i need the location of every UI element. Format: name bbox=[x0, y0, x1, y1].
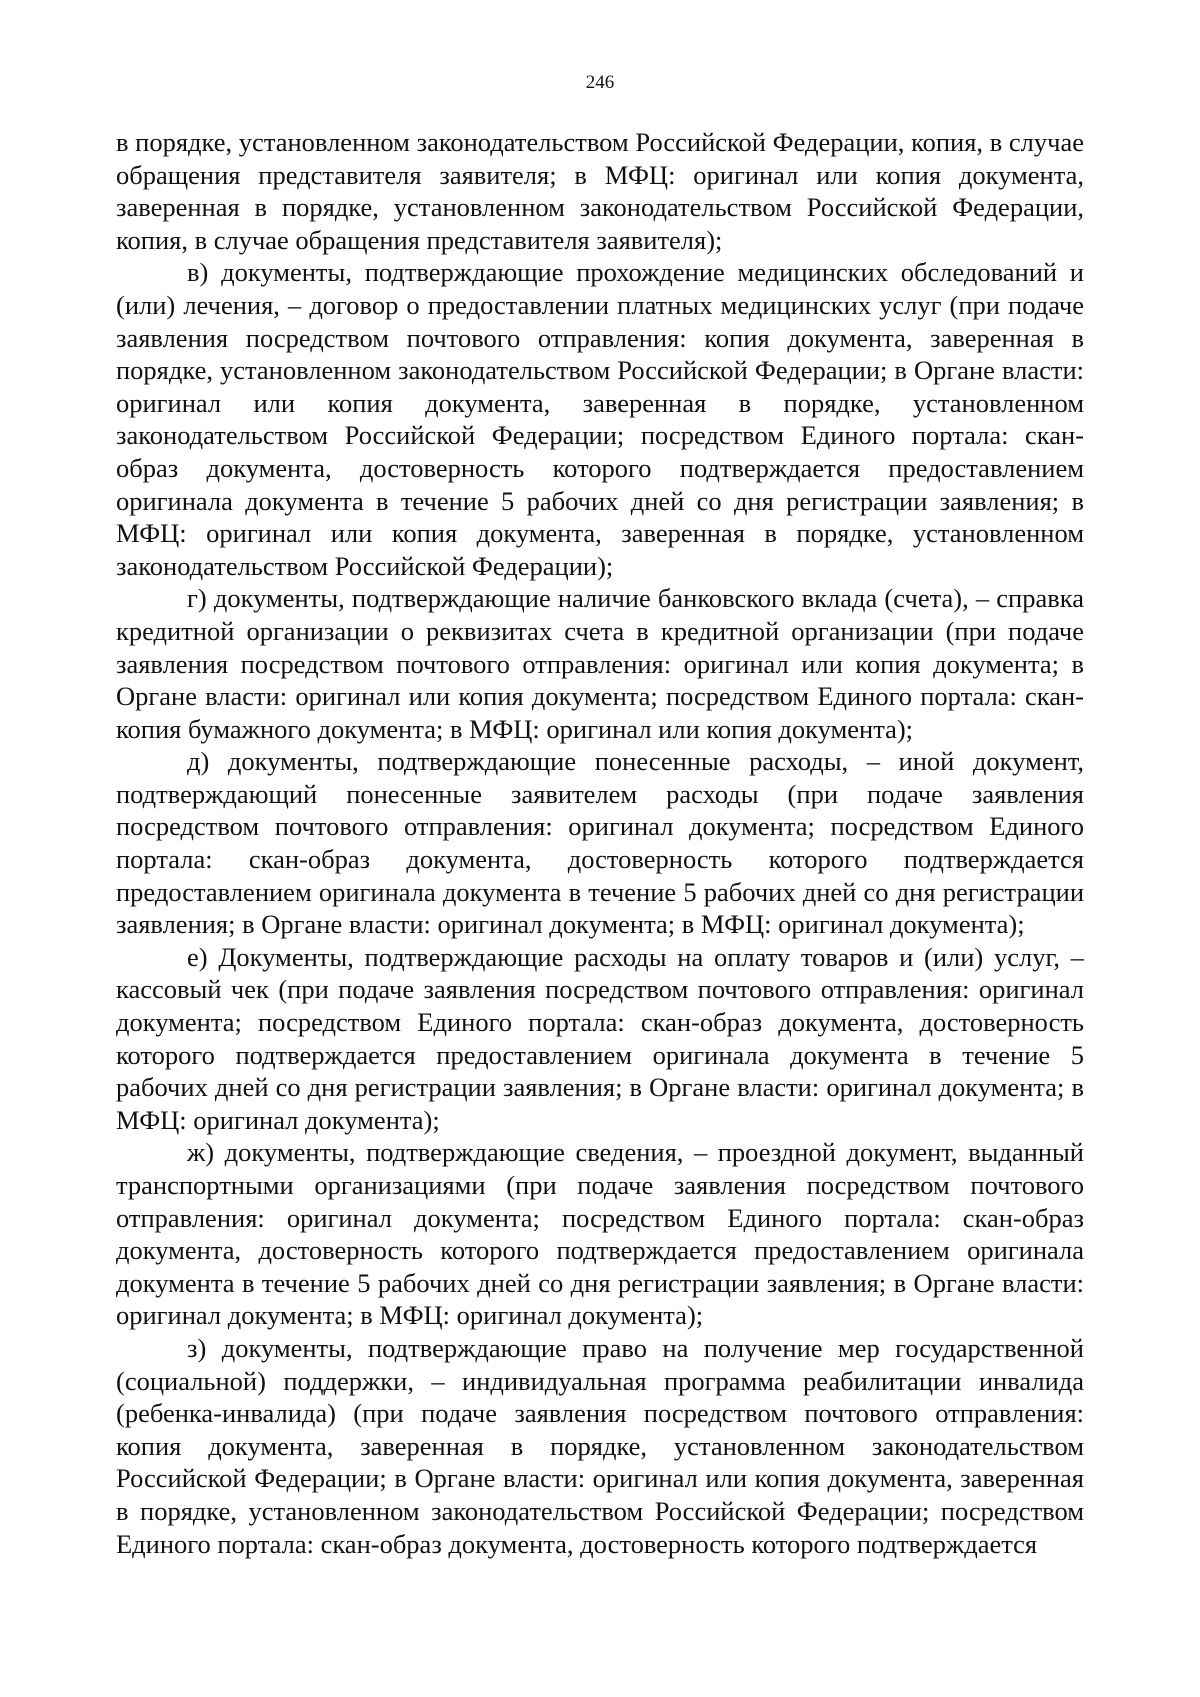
paragraph-item-g: г) документы, подтверждающие наличие банковского вклада (счета), – справка кредитной организации о реквизитах счета в кредитной организации (при подаче заявления посредством почтового отправления: оригинал или копия документа; в Органе власти: оригинал или копия документа; посредством Единого портала: скан-копия бумажного документа; в МФЦ: оригинал или копия документа); bbox=[116, 583, 1084, 744]
paragraph-item-zh: ж) документы, подтверждающие сведения, – проездной документ, выданный транспортными организациями (при подаче заявления посредством почтового отправления: оригинал документа; посредством Единого портала: скан-образ документа, достоверность которого подтверждается предоставлением оригинала документа в течение 5 рабочих дней со дня регистрации заявления; в Органе власти: оригинал документа; в МФЦ: оригинал документа); bbox=[116, 1137, 1084, 1331]
paragraph-item-v: в) документы, подтверждающие прохождение медицинских обследований и (или) лечения, – договор о предоставлении платных медицинских услуг (при подаче заявления посредством почтового отправления: копия документа, заверенная в порядке, установленном законодательством Российской Федерации; в Органе власти: оригинал или копия документа, заверенная в порядке, установленном законодательством Российской Федерации; посредством Единого портала: скан-образ документа, достоверность которого подтверждается предоставлением оригинала документа в течение 5 рабочих дней со дня регистрации заявления; в МФЦ: оригинал или копия документа, заверенная в порядке, установленном законодательством Российской Федерации); bbox=[116, 257, 1084, 581]
document-body bbox=[116, 126, 1084, 1560]
paragraph-item-d: д) документы, подтверждающие понесенные расходы, – иной документ, подтверждающий понесенные заявителем расходы (при подаче заявления посредством почтового отправления: оригинал документа; посредством Единого портала: скан-образ документа, достоверность которого подтверждается предоставлением оригинала документа в течение 5 рабочих дней со дня регистрации заявления; в Органе власти: оригинал документа; в МФЦ: оригинал документа); bbox=[116, 746, 1084, 940]
paragraph-item-e: е) Документы, подтверждающие расходы на оплату товаров и (или) услуг, – кассовый чек (при подаче заявления посредством почтового отправления: оригинал документа; посредством Единого портала: скан-образ документа, достоверность которого подтверждается предоставлением оригинала документа в течение 5 рабочих дней со дня регистрации заявления; в Органе власти: оригинал документа; в МФЦ: оригинал документа); bbox=[116, 941, 1084, 1135]
paragraph-item-z: з) документы, подтверждающие право на получение мер государственной (социальной) поддержки, – индивидуальная программа реабилитации инвалида (ребенка-инвалида) (при подаче заявления посредством почтового отправления: копия документа, заверенная в порядке, установленном законодательством Российской Федерации; в Органе власти: оригинал или копия документа, заверенная в порядке, установленном законодательством Российской Федерации; посредством Единого портала: скан-образ документа, достоверность которого подтверждается bbox=[116, 1332, 1084, 1559]
page-number: 246 bbox=[585, 72, 615, 93]
paragraph-continuation: в порядке, установленном законодательством Российской Федерации, копия, в случае обращения представителя заявителя; в МФЦ: оригинал или копия документа, заверенная в порядке, установленном законодательством Российской Федерации, копия, в случае обращения представителя заявителя); bbox=[116, 127, 1084, 255]
